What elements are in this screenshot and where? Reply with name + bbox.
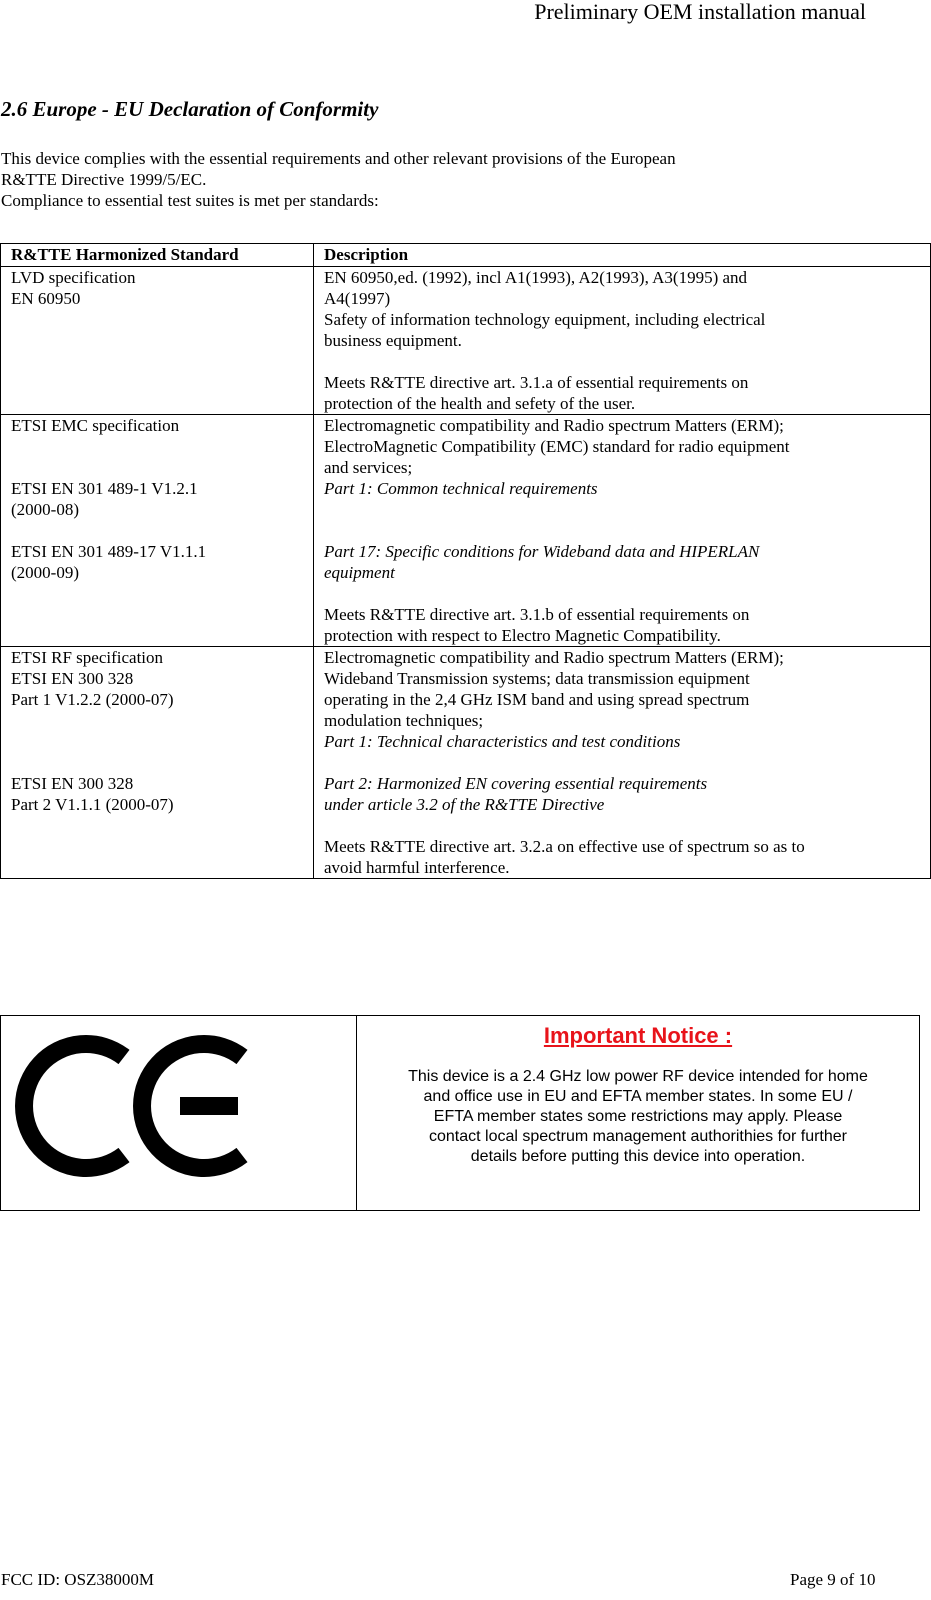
notice-text [370,1067,906,1167]
description-text: protection with respect to Electro Magnetic Compatibility. [324,626,721,645]
description-text: Part 1: Technical characteristics and test conditions [324,732,681,751]
description-text: Meets R&TTE directive art. 3.2.a on effective use of spectrum so as to [324,837,805,856]
standards-table [0,243,931,879]
description-text: business equipment. [324,331,462,350]
notice-line: EFTA member states some restrictions may apply. Please [433,1108,843,1125]
standard-text: (2000-09) [11,563,79,582]
standard-text: LVD specification [11,268,136,287]
description-text: and services; [324,458,413,477]
table-header-row [1,244,931,267]
important-notice-cell [357,1016,920,1211]
intro-line: This device complies with the essential requirements and other relevant provisions of the European [1,149,676,168]
description-text: under article 3.2 of the R&TTE Directive [324,795,605,814]
section-title: 2.6 Europe - EU Declaration of Conformity [1,97,379,121]
intro-paragraph [1,148,901,211]
description-text: avoid harmful interference. [324,858,510,877]
description-text: A4(1997) [324,289,391,308]
description-cell [314,647,931,879]
description-text: equipment [324,563,395,582]
notice-title: Important Notice : [543,1023,733,1048]
standard-text: ETSI EN 300 328 [11,774,134,793]
description-text: operating in the 2,4 GHz ISM band and using spread spectrum [324,690,750,709]
description-text: EN 60950,ed. (1992), incl A1(1993), A2(1993), A3(1995) and [324,268,748,287]
description-text: Meets R&TTE directive art. 3.1.b of essential requirements on [324,605,750,624]
page-header-title: Preliminary OEM installation manual [534,0,866,24]
notice-line: This device is a 2.4 GHz low power RF device intended for home [408,1068,868,1085]
notice-line: details before putting this device into operation. [470,1148,806,1165]
intro-line: R&TTE Directive 1999/5/EC. [1,170,207,189]
description-text: Part 2: Harmonized EN covering essential requirements [324,774,708,793]
standard-text: Part 2 V1.1.1 (2000-07) [11,795,174,814]
table-row [1,415,931,647]
intro-line: Compliance to essential test suites is met per standards: [1,191,379,210]
table-row [1,647,931,879]
standard-text: ETSI RF specification [11,648,164,667]
description-text: Wideband Transmission systems; data transmission equipment [324,669,750,688]
footer-page-number: Page 9 of 10 [790,1570,876,1589]
standard-text: ETSI EN 301 489-1 V1.2.1 [11,479,198,498]
description-text: Electromagnetic compatibility and Radio spectrum Matters (ERM); [324,416,784,435]
standard-text: ETSI EMC specification [11,416,180,435]
description-text: Meets R&TTE directive art. 3.1.a of essential requirements on [324,373,749,392]
description-text: Safety of information technology equipment, including electrical [324,310,766,329]
table-row [1,267,931,415]
column-header-standard: R&TTE Harmonized Standard [1,244,314,267]
notice-line: and office use in EU and EFTA member states. In some EU / [423,1088,853,1105]
ce-logo-cell [1,1016,357,1211]
description-text: modulation techniques; [324,711,484,730]
description-text: Part 17: Specific conditions for Wideband data and HIPERLAN [324,542,760,561]
standard-cell [1,647,314,879]
ce-mark-logo [2,1017,358,1204]
description-text: Electromagnetic compatibility and Radio spectrum Matters (ERM); [324,648,784,667]
notice-line: contact local spectrum management authorithies for further [429,1128,847,1145]
standard-text: Part 1 V1.2.2 (2000-07) [11,690,174,709]
footer-fcc-id: FCC ID: OSZ38000M [1,1570,155,1589]
description-cell [314,415,931,647]
standard-text: (2000-08) [11,500,79,519]
notice-table [0,1015,920,1211]
standard-cell [1,267,314,415]
standard-text: EN 60950 [11,289,81,308]
standard-text: ETSI EN 300 328 [11,669,134,688]
standard-text: ETSI EN 301 489-17 V1.1.1 [11,542,207,561]
standard-cell [1,415,314,647]
description-text: protection of the health and sefety of the user. [324,394,636,413]
column-header-description: Description [314,244,931,267]
description-cell [314,267,931,415]
description-text: ElectroMagnetic Compatibility (EMC) standard for radio equipment [324,437,790,456]
description-text: Part 1: Common technical requirements [324,479,598,498]
